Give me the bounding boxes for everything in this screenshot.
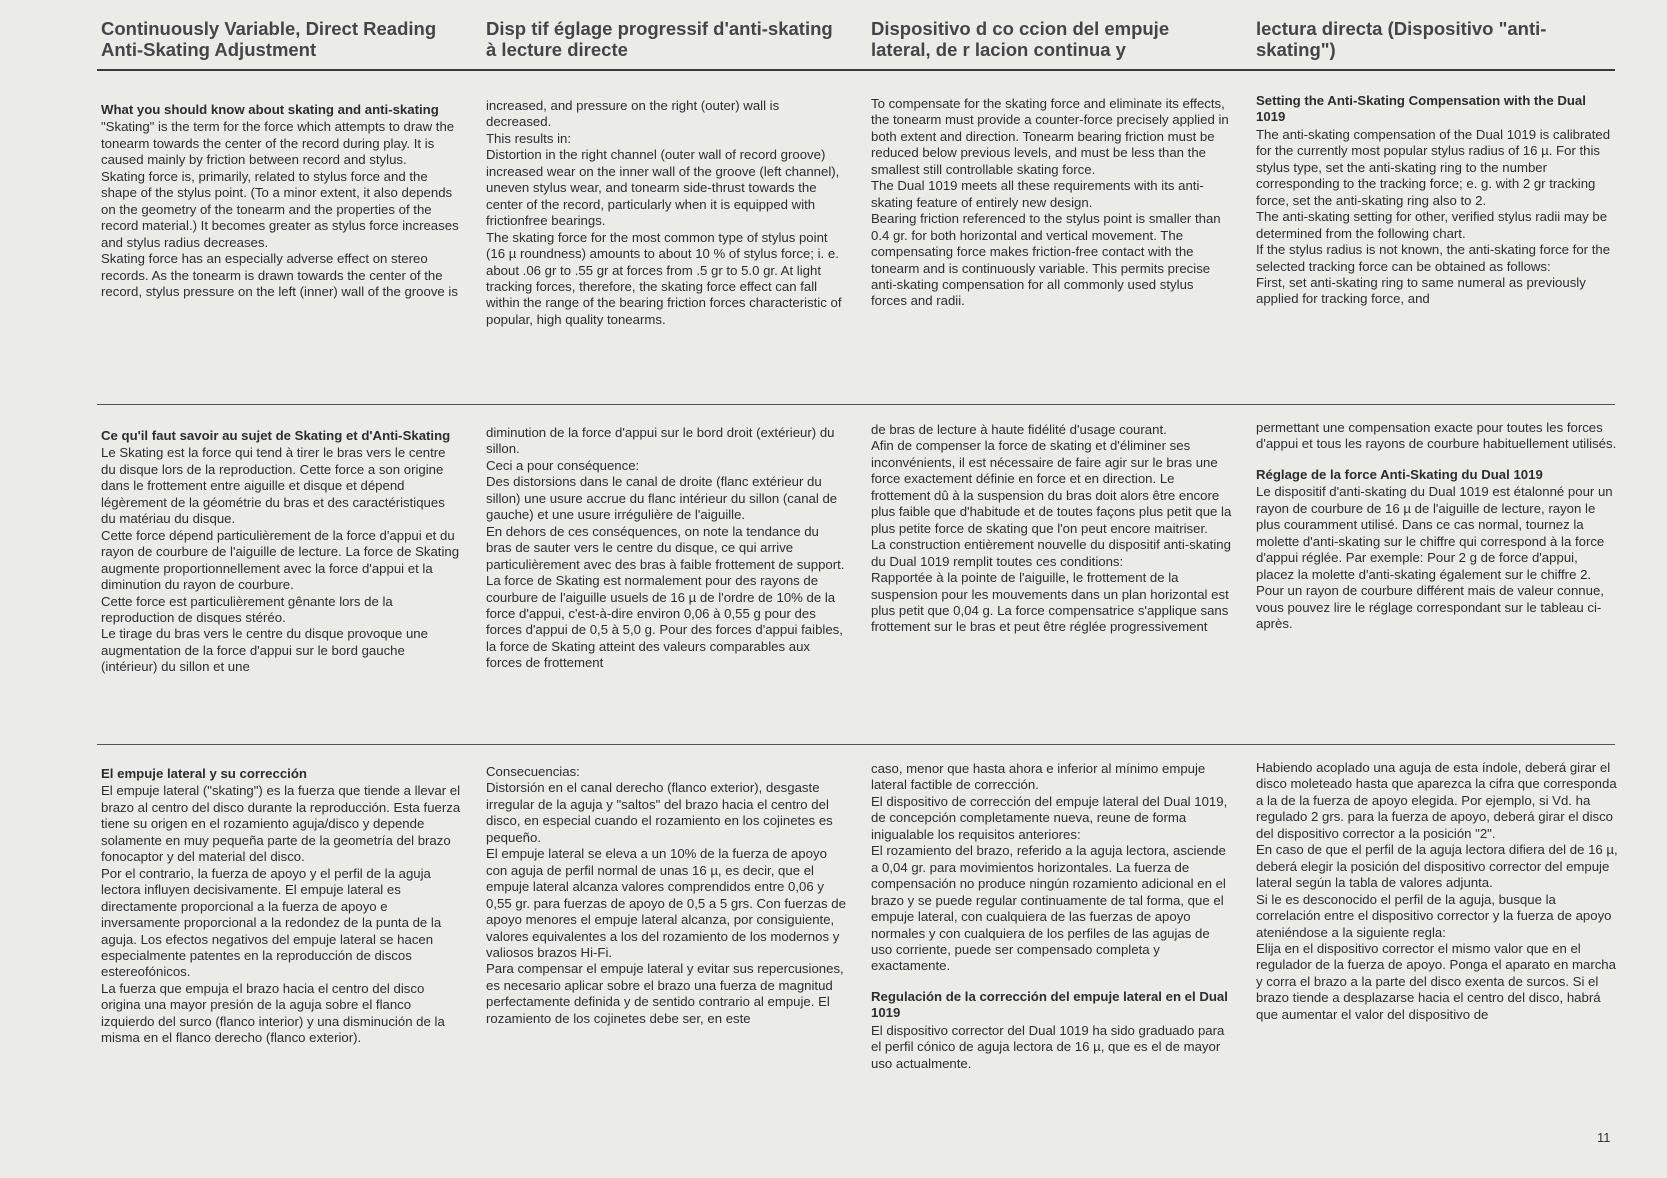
paragraph: If the stylus radius is not known, the anti-skating force for the selected tracking force can be obtained as follows: xyxy=(1256,242,1611,274)
paragraph: Ceci a pour conséquence: xyxy=(486,457,640,473)
paragraph: Cette force est particulièrement gênante lors de la reproduction de disques stéréo. xyxy=(101,593,393,625)
paragraph: Le Skating est la force qui tend à tirer le bras vers le centre du disque lors de la reproduction. Cette force a son origine dans le frottement entre aiguille et disque et dépend légèrement de la géométrie du bras et des caractéristiques du matériau du disque. xyxy=(101,445,446,527)
paragraph: To compensate for the skating force and eliminate its effects, the tonearm must provide a counter-force precisely applied in both extent and direction. Tonearm bearing friction must be reduced below previous levels, and must be less than the smallest still controllable skating force. xyxy=(871,96,1229,177)
paragraph: The anti-skating compensation of the Dual 1019 is calibrated for the currently most popular stylus radius of 16 µ. For this stylus type, set the anti-skating ring to the number corresponding to the tracking force; e. g. with 2 gr tracking force, set the anti-skating ring also to 2. xyxy=(1256,126,1611,208)
header-divider xyxy=(97,69,1615,71)
page-number: 11 xyxy=(1597,1130,1611,1145)
paragraph: Le dispositif d'anti-skating du Dual 1019 est étalonné pour un rayon de courbure de 16 µ de l'aiguille de lecture, rayon le plus couramment utilisé. Dans ce cas normal, tournez la molette d'anti-skating sur le chiffre qui correspond à la force d'appui réglée. Par exemple: Pour 2 g de force d'appui, placez la molette d'anti-skating également sur le chiffre 2. xyxy=(1256,484,1613,582)
header-es-cont: lectura directa (Dispositivo "anti-skating") xyxy=(1256,18,1547,60)
paragraph: This results in: xyxy=(486,130,572,146)
paragraph: Des distorsions dans le canal de droite (flanc extérieur du sillon) une usure accrue du flanc intérieur du sillon (canal de gauche) et une usure irrégulière de l'aiguille. xyxy=(486,474,838,523)
paragraph: La fuerza que empuja el brazo hacia el centro del disco origina una mayor presión de la aguja sobre el flanco izquierdo del surco (flanco interior) y una disminución de la misma en el flanco derecho (flanco exterior). xyxy=(101,980,445,1046)
paragraph: Skating force has an especially adverse effect on stereo records. As the tonearm is drawn towards the center of the record, stylus pressure on the left (inner) wall of the groove is xyxy=(101,251,458,299)
paragraph: El empuje lateral ("skating") es la fuerza que tiende a llevar el brazo al centro del disco durante la reproducción. Esta fuerza tiene su origen en el rozamiento aguja/disco y depende solamente en muy pequeña parte de la geometría del brazo fonocaptor y del material del disco. xyxy=(101,783,461,865)
paragraph: Elija en el dispositivo corrector el mismo valor que en el regulador de la fuerza de apoyo. Ponga el aparato en marcha y corra el brazo a la parte del disco exenta de surcos. Si el brazo tiende a desplazarse hacia el centro del disco, habrá que aumentar el valor del dispositivo de xyxy=(1256,940,1616,1022)
paragraph: Pour un rayon de courbure différent mais de valeur connue, vous pouvez lire le réglage correspondant sur le tableau ci-après. xyxy=(1256,583,1604,631)
section-heading: What you should know about skating and anti-skating xyxy=(101,102,439,117)
english-col-2 xyxy=(486,98,848,328)
english-col-3 xyxy=(871,96,1233,310)
paragraph: increased, and pressure on the right (outer) wall is decreased. xyxy=(486,98,780,130)
paragraph: permettant une compensation exacte pour toutes les forces d'appui et tous les rayons de courbure habituellement utilisés. xyxy=(1256,420,1617,452)
paragraph: Rapportée à la pointe de l'aiguille, le frottement de la suspension pour les mouvements dans un plan horizontal est plus petit que 0,04 g. La force compensatrice s'applique sans frottement sur le bras et peut être réglée progressivement xyxy=(871,570,1229,635)
french-col-1 xyxy=(101,428,463,676)
paragraph: diminution de la force d'appui sur le bord droit (extérieur) du sillon. xyxy=(486,425,835,457)
spanish-col-4 xyxy=(1256,760,1618,1023)
section-heading: Setting the Anti-Skating Compensation with the Dual 1019 xyxy=(1256,93,1586,125)
paragraph: Distortion in the right channel (outer wall of record groove) increased wear on the inner wall of the groove (left channel), uneven stylus wear, and tonearm side-thrust towards the center of the record, particularly when it is equipped with frictionfree bearings. xyxy=(486,147,840,229)
paragraph: Consecuencias: xyxy=(486,764,580,779)
paragraph: En caso de que el perfil de la aguja lectora difiera del de 16 µ, deberá elegir la posición del dispositivo corrector del empuje lateral según la tabla de valores adjunta. xyxy=(1256,842,1618,891)
paragraph: Cette force dépend particulièrement de la force d'appui et du rayon de courbure de l'aiguille de lecture. La force de Skating augmente proportionnellement avec la force d'appui et la diminution du rayon de courbure. xyxy=(101,527,460,593)
paragraph: La force de Skating est normalement pour des rayons de courbure de l'aiguille usuels de 16 µ de l'ordre de 10% de la force d'appui, c'est-à-dire environ 0,06 à 0,55 g pour des forces d'appui de 0,5 à 5,0 g. Pour des forces d'appui faibles, la force de Skating atteint des valeurs comparables aux forces de frottement xyxy=(486,573,843,671)
paragraph: El dispositivo de corrección del empuje lateral del Dual 1019, de concepción completamente nueva, reune de forma inigualable los requisitos anteriores: xyxy=(871,793,1228,842)
paragraph: El dispositivo corrector del Dual 1019 ha sido graduado para el perfil cónico de aguja lectora de 16 µ, que es el de mayor uso actualmente. xyxy=(871,1022,1225,1071)
section-heading: Regulación de la corrección del empuje lateral en el Dual 1019 xyxy=(871,988,1228,1021)
paragraph: En dehors de ces conséquences, on note la tendance du bras de sauter vers le centre du disque, ce qui arrive particulièrement avec des bras à faible frottement de support. xyxy=(486,523,845,572)
english-col-4 xyxy=(1256,93,1618,308)
section-heading: El empuje lateral y su corrección xyxy=(101,766,307,781)
paragraph: Le tirage du bras vers le centre du disque provoque une augmentation de la force d'appui sur le bord gauche (intérieur) du sillon et une xyxy=(101,626,428,675)
header-es: Dispositivo d co ccion del empuje lateral, de r lacion continua y xyxy=(871,18,1170,60)
paragraph: Distorsión en el canal derecho (flanco exterior), desgaste irregular de la aguja y "saltos" del brazo hacia el centro del disco, en especial cuando el rozamiento en los cojinetes es pequeño. xyxy=(486,780,833,845)
header-fr: Disp tif églage progressif d'anti-skating à lecture directe xyxy=(486,18,833,60)
paragraph: Skating force is, primarily, related to stylus force and the shape of the stylus point. (To a minor extent, it also depends on the geometry of the tonearm and the properties of the record material.) It becomes greater as stylus force increases and stylus radius decreases. xyxy=(101,168,459,250)
spanish-col-2 xyxy=(486,764,848,1027)
section-divider-es xyxy=(97,744,1615,745)
paragraph: caso, menor que hasta ahora e inferior al mínimo empuje lateral factible de corrección. xyxy=(871,761,1206,793)
paragraph: Bearing friction referenced to the stylus point is smaller than 0.4 gr. for both horizontal and vertical movement. The compensating force makes friction-free contact with the tonearm and is continuously variable. This permits precise anti-skating compensation for all commonly used stylus forces and radii. xyxy=(871,211,1221,309)
spanish-col-3 xyxy=(871,761,1233,1072)
paragraph: El empuje lateral se eleva a un 10% de la fuerza de apoyo con aguja de perfil normal de unas 16 µ, es decir, que el empuje lateral alcanza valores comprendidos entre 0,06 y 0,55 gr. para fuerzas de apoyo de 0,5 a 5 grs. Con fuerzas de apoyo menores el empuje lateral alcanza, por consiguiente, valores equivalentes a los del rozamiento de los modernos y valiosos brazos Hi-Fi. xyxy=(486,846,846,960)
french-col-2 xyxy=(486,425,848,672)
english-col-1 xyxy=(101,102,463,300)
paragraph: The anti-skating setting for other, verified stylus radii may be determined from the following chart. xyxy=(1256,209,1608,241)
paragraph: Habiendo acoplado una aguja de esta índole, deberá girar el disco moleteado hasta que aparezca la cifra que corresponda a la de la fuerza de apoyo elegida. Por ejemplo, si Vd. ha regulado 2 grs. para la fuerza de apoyo, deberá girar el disco del dispositivo corrector a la posición "2". xyxy=(1256,760,1617,841)
paragraph: Para compensar el empuje lateral y evitar sus repercusiones, es necesario aplicar sobre el brazo una fuerza de magnitud perfectamente definida y de sentido contrario al empuje. El rozamiento de los cojinetes debe ser, en este xyxy=(486,961,844,1026)
section-heading: Ce qu'il faut savoir au sujet de Skating et d'Anti-Skating xyxy=(101,428,451,443)
paragraph: First, set anti-skating ring to same numeral as previously applied for tracking force, and xyxy=(1256,274,1586,307)
paragraph: "Skating" is the term for the force which attempts to draw the tonearm towards the center of the record during play. It is caused mainly by friction between record and stylus. xyxy=(101,119,455,168)
paragraph: de bras de lecture à haute fidélité d'usage courant. xyxy=(871,422,1167,437)
section-heading: Réglage de la force Anti-Skating du Dual 1019 xyxy=(1256,466,1543,482)
french-col-4 xyxy=(1256,420,1618,632)
paragraph: Si le es desconocido el perfil de la aguja, busque la correlación entre el dispositivo corrector y la fuerza de apoyo ateniéndose a la siguiente regla: xyxy=(1256,891,1612,940)
french-col-3 xyxy=(871,422,1233,636)
paragraph: The skating force for the most common type of stylus point (16 µ roundness) amounts to about 10 % of stylus force; i. e. about .06 gr to .55 gr at forces from .5 gr to 5.0 gr. At light tracking forces, therefore, the skating force effect can fall within the range of the bearing friction forces characteristic of popular, high quality tonearms. xyxy=(486,229,842,327)
paragraph: Afin de compenser la force de skating et d'éliminer ses inconvénients, il est nécessaire de faire agir sur le bras une force exactement définie en force et en direction. Le frottement dû à la suspension du bras doit alors être encore plus faible que d'habitude et de toutes façons plus petit que la plus petite force de skating que l'on peut encore maitriser. xyxy=(871,438,1232,536)
header-en: Continuously Variable, Direct Reading Anti-Skating Adjustment xyxy=(101,18,437,60)
section-divider-fr xyxy=(97,404,1615,405)
paragraph: Por el contrario, la fuerza de apoyo y el perfil de la aguja lectora influyen decisivamente. El empuje lateral es directamente proporcional a la fuerza de apoyo e inversamente proporcional a la redondez de la punta de la aguja. Los efectos negativos del empuje lateral se hacen especialmente patentes en la reproducción de discos estereofónicos. xyxy=(101,865,442,980)
spanish-col-1 xyxy=(101,766,463,1047)
paragraph: La construction entièrement nouvelle du dispositif anti-skating du Dual 1019 remplit toutes ces conditions: xyxy=(871,537,1231,569)
paragraph: The Dual 1019 meets all these requirements with its anti-skating feature of entirely new design. xyxy=(871,178,1204,210)
paragraph: El rozamiento del brazo, referido a la aguja lectora, asciende a 0,04 gr. para movimientos horizontales. La fuerza de compensación no produce ningún rozamiento adicional en el brazo y se puede regular continuamente de tal forma, que el empuje lateral, con cualquiera de las fuerzas de apoyo normales y con cualquiera de los perfiles de las agujas de uso corriente, puede ser compensado completa y exactamente. xyxy=(871,843,1226,974)
